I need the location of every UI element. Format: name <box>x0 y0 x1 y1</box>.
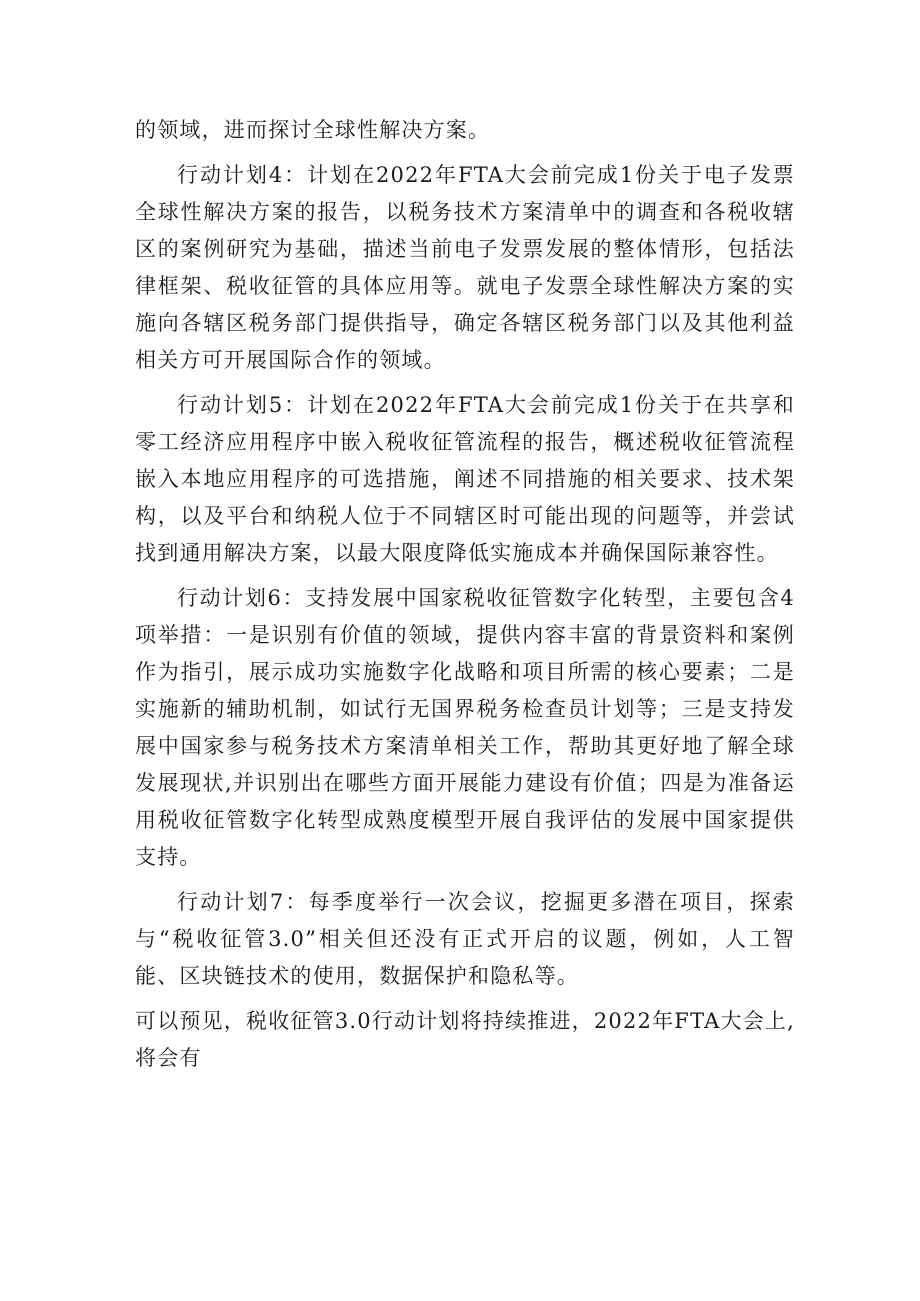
paragraph-action-plan-7: 行动计划7：每季度举行一次会议，挖掘更多潜在项目，探索与“税收征管3.0”相关但还没有正式开启的议题，例如，人工智能、区块链技术的使用，数据保护和隐私等。 <box>135 890 795 988</box>
paragraph-continuation: 的领域，进而探讨全球性解决方案。 <box>135 118 491 142</box>
paragraph-action-plan-6: 行动计划6：支持发展中国家税收征管数字化转型，主要包含4项举措：一是识别有价值的领域，提供内容丰富的背景资料和案例作为指引，展示成功实施数字化战略和项目所需的核心要素；二是实施新的辅助机制，如试行无国界税务检查员计划等；三是支持发展中国家参与税务技术方案清单相关工作，帮助其更好地了解全球发展现状,并识别出在哪些方面开展能力建设有价值；四是为准备运用税收征管数字化转型成熟度模型开展自我评估的发展中国家提供支持。 <box>135 586 795 869</box>
paragraph-outlook: 可以预见，税收征管3.0行动计划将持续推进，2022年FTA大会上,将会有 <box>135 1009 795 1070</box>
paragraph-action-plan-5: 行动计划5：计划在2022年FTA大会前完成1份关于在共享和零工经济应用程序中嵌入税收征管流程的报告，概述税收征管流程嵌入本地应用程序的可选措施，阐述不同措施的相关要求、技术架构，以及平台和纳税人位于不同辖区时可能出现的问题等，并尝试找到通用解决方案，以最大限度降低实施成本并确保国际兼容性。 <box>135 393 795 565</box>
document-body <box>135 112 795 1085</box>
paragraph-action-plan-4: 行动计划4：计划在2022年FTA大会前完成1份关于电子发票全球性解决方案的报告，以税务技术方案清单中的调查和各税收辖区的案例研究为基础，描述当前电子发票发展的整体情形，包括法律框架、税收征管的具体应用等。就电子发票全球性解决方案的实施向各辖区税务部门提供指导，确定各辖区税务部门以及其他利益相关方可开展国际合作的领域。 <box>135 163 795 372</box>
